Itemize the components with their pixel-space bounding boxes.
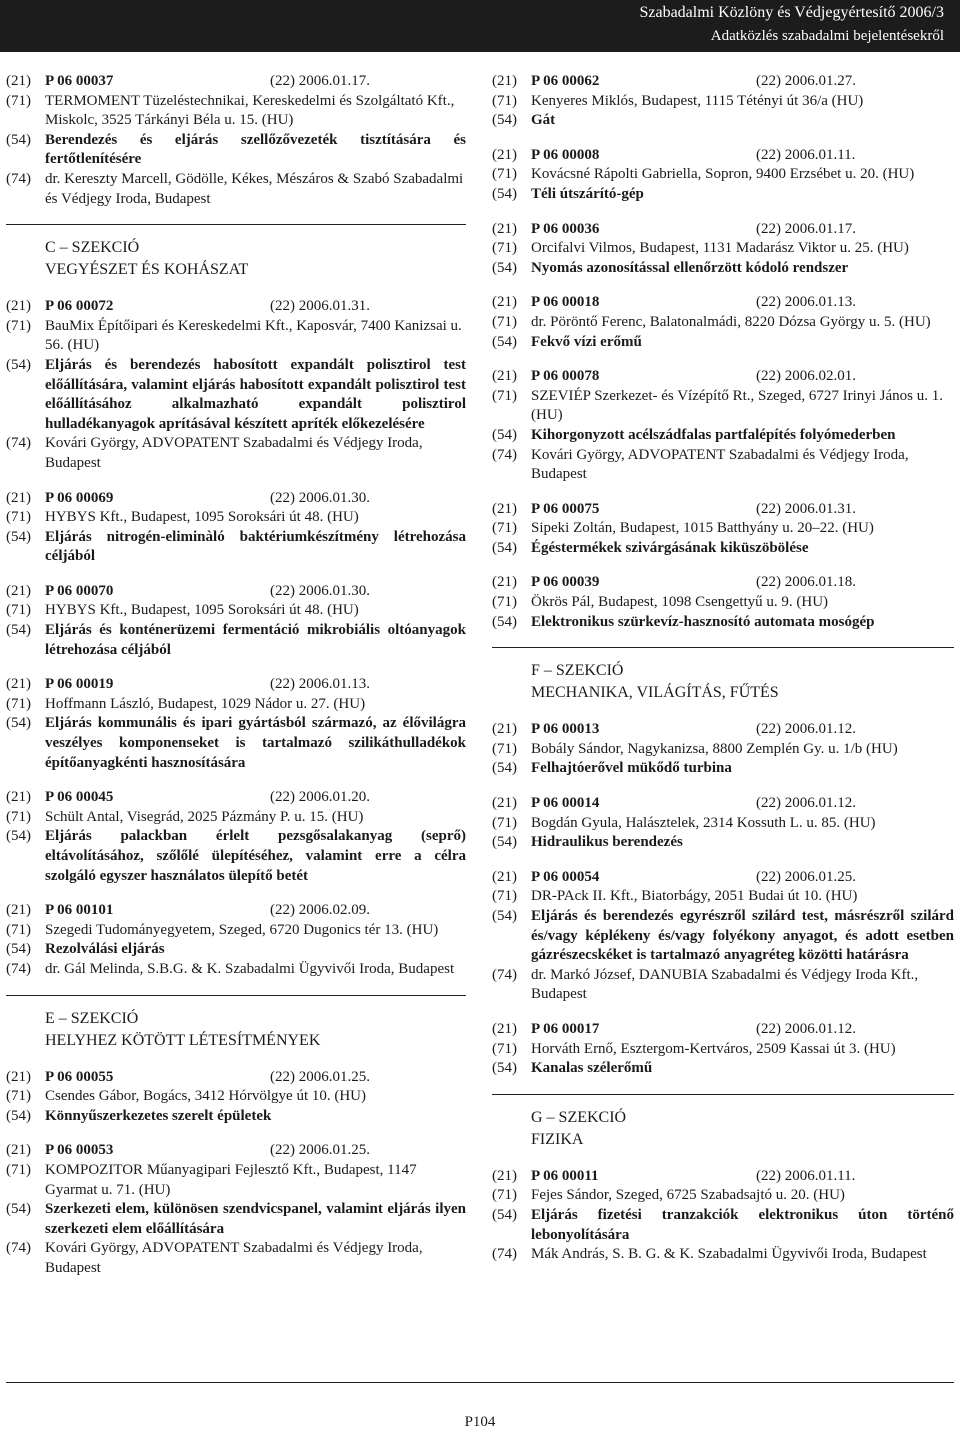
filing-date: (22) 2006.01.17. [270,73,370,89]
field-71-row [6,92,466,131]
application-number-line [45,788,466,808]
patent-entry [6,1141,466,1278]
inid-code-54: (54) [6,941,31,958]
invention-title: Eljárás nitrogén-eliminàló baktériumkészítmény létrehozása céljából [45,528,466,565]
field-71-row [492,1040,954,1060]
inid-code-21: (21) [6,73,31,89]
filing-date: (22) 2006.01.25. [756,868,856,885]
field-54-row [492,907,954,966]
patent-entry [492,573,954,632]
filing-date: (22) 2006.01.31. [756,500,856,517]
field-74-row [492,446,954,485]
inid-code-71: (71) [492,520,517,537]
inid-code-21: (21) [492,795,517,812]
inid-code-21: (21) [492,294,517,311]
application-number-line [45,901,466,921]
patent-entry [492,1020,954,1079]
field-71-row [6,601,466,621]
inid-code-71: (71) [6,602,31,619]
inid-code-21: (21) [492,868,517,885]
patent-entry [6,1068,466,1127]
applicant: Kovácsné Rápolti Gabriella, Sopron, 9400 Erzsébet u. 20. (HU) [531,166,915,183]
application-number-line [45,489,466,509]
field-21-row [6,582,466,602]
application-number: P 06 00013 [531,721,600,738]
field-21-row [492,146,954,166]
inid-code-21: (21) [492,220,517,237]
patent-entry [492,794,954,853]
field-21-row [492,720,954,740]
agent: dr. Markó József, DANUBIA Szabadalmi és Védjegy Iroda Kft., Budapest [531,966,919,1003]
inid-code-54: (54) [492,539,517,556]
field-71-row [492,239,954,259]
invention-title: Hidraulikus berendezés [531,834,683,851]
application-number-line [45,297,466,317]
section-heading [492,1094,954,1151]
application-number: P 06 00101 [45,902,114,919]
page-header [0,0,960,52]
application-number: P 06 00078 [531,368,600,385]
left-column [6,72,466,1294]
filing-date: (22) 2006.01.11. [756,1167,856,1184]
inid-code-71: (71) [6,1088,31,1105]
patent-entry [492,220,954,279]
inid-code-54: (54) [6,356,31,373]
application-number: P 06 00054 [531,868,600,885]
section-heading [6,224,466,281]
filing-date: (22) 2006.01.12. [756,1020,856,1037]
field-71-row [492,387,954,426]
field-21-row [6,297,466,317]
inid-code-54: (54) [492,185,517,202]
application-number: P 06 00018 [531,294,600,311]
field-74-row [492,966,954,1005]
invention-title: Elektronikus szürkevíz-hasznosító automata mosógép [531,613,875,630]
application-number: P 06 00045 [45,789,114,806]
agent: dr. Kereszty Marcell, Gödölle, Kékes, Mészáros & Szabó Szabadalmi és Védjegy Iroda, Budapest [45,170,464,207]
filing-date: (22) 2006.01.25. [270,1142,370,1159]
patent-entry [492,500,954,559]
inid-code-21: (21) [6,789,31,806]
applicant: DR-PAck II. Kft., Biatorbágy, 2051 Budai út 10. (HU) [531,888,858,905]
applicant: HYBYS Kft., Budapest, 1095 Soroksári út 48. (HU) [45,602,359,619]
section-name: E – SZEKCIÓ [45,1009,139,1027]
section-heading-inner [492,660,954,704]
invention-title: Eljárás fizetési tranzakciók elektronikus úton történő lebonyolítására [531,1206,954,1243]
inid-code-54: (54) [6,622,31,639]
inid-code-21: (21) [492,146,517,163]
inid-code-21: (21) [6,1142,31,1159]
application-number-line [531,1167,954,1187]
field-71-row [492,814,954,834]
field-21-row [492,72,954,92]
invention-title: Eljárás palackban érlelt pezsgősalakanyag (seprő) eltávolításához, szőlőlé ülepítéséhez, valamint erre a célra szolgáló egyszer használatos ülepítő betét [45,828,466,884]
filing-date: (22) 2006.01.13. [756,294,856,311]
application-number: P 06 00053 [45,1142,114,1159]
applicant: Csendes Gábor, Bogács, 3412 Hórvölgye út 10. (HU) [45,1088,367,1105]
section-description: FIZIKA [531,1130,584,1148]
application-number-line [45,72,466,92]
applicant: Bogdán Gyula, Halásztelek, 2314 Kossuth L. u. 85. (HU) [531,814,876,831]
inid-code-54: (54) [492,112,517,129]
field-71-row [492,519,954,539]
inid-code-21: (21) [6,582,31,599]
inid-code-74: (74) [492,1246,517,1263]
inid-code-54: (54) [492,1060,517,1077]
applicant: Sipeki Zoltán, Budapest, 1015 Batthyány u. 20–22. (HU) [531,520,874,537]
invention-title: Eljárás és berendezés egyrészről szilárd test, másrészről szilárd és/vagy képlékeny és/vagy folyékony anyagot, és adott esetben gázrészecskéket is tartalmazó anyagréteg közötti határásra [531,908,954,964]
agent: Kovári György, ADVOPATENT Szabadalmi és Védjegy Iroda, Budapest [531,446,909,483]
field-54-row [6,528,466,567]
application-number-line [45,582,466,602]
section-description: HELYHEZ KÖTÖTT LÉTESÍTMÉNYEK [45,1031,321,1049]
field-71-row [492,165,954,185]
inid-code-54: (54) [492,613,517,630]
field-54-row [492,613,954,633]
inid-code-71: (71) [492,594,517,611]
application-number: P 06 00037 [45,73,114,89]
field-21-row [6,489,466,509]
field-71-row [492,313,954,333]
application-number-line [531,146,954,166]
filing-date: (22) 2006.01.18. [756,574,856,591]
filing-date: (22) 2006.02.09. [270,902,370,919]
filing-date: (22) 2006.01.30. [270,582,370,599]
invention-title: Eljárás és konténerüzemi fermentáció mikrobiális oltóanyagok létrehozása céljából [45,622,466,658]
inid-code-21: (21) [6,902,31,919]
field-71-row [6,508,466,528]
inid-code-21: (21) [492,1020,517,1037]
applicant: BauMix Építőipari és Kereskedelmi Kft., Kaposvár, 7400 Kanizsai u. 56. (HU) [45,317,462,354]
application-number-line [45,675,466,695]
invention-title: Rezolválási eljárás [45,941,165,958]
filing-date: (22) 2006.01.25. [270,1068,370,1085]
inid-code-54: (54) [492,1206,517,1223]
application-number: P 06 00070 [45,582,114,599]
applicant: dr. Pöröntő Ferenc, Balatonalmádi, 8220 Dózsa György u. 5. (HU) [531,313,931,330]
inid-code-71: (71) [492,387,517,404]
applicant: Kenyeres Miklós, Budapest, 1115 Tétényi út 36/a (HU) [531,92,864,109]
patent-entry [6,72,466,209]
patent-entry [6,788,466,886]
application-number-line [531,72,954,92]
inid-code-71: (71) [6,695,31,712]
inid-code-71: (71) [492,888,517,905]
page-number: P104 [464,1414,496,1430]
application-number-line [531,720,954,740]
inid-code-74: (74) [6,435,31,452]
field-54-row [6,131,466,170]
field-74-row [6,170,466,209]
application-number: P 06 00017 [531,1020,600,1037]
field-21-row [492,293,954,313]
application-number-line [531,573,954,593]
section-subtitle: Adatközlés szabadalmi bejelentésekről [710,28,944,44]
inid-code-71: (71) [492,1187,517,1204]
field-21-row [6,72,466,92]
application-number-line [531,794,954,814]
inid-code-21: (21) [492,500,517,517]
field-71-row [492,1186,954,1206]
field-21-row [492,794,954,814]
section-description: VEGYÉSZET ÉS KOHÁSZAT [45,261,249,279]
field-74-row [6,960,466,980]
inid-code-71: (71) [6,92,31,109]
inid-code-54: (54) [492,908,517,924]
inid-code-74: (74) [6,1240,31,1257]
inid-code-21: (21) [6,676,31,693]
field-74-row [492,1245,954,1265]
section-heading [6,995,466,1052]
inid-code-54: (54) [6,528,31,545]
inid-code-21: (21) [492,1167,517,1184]
patent-entry [492,293,954,352]
application-number-line [531,868,954,888]
field-21-row [492,573,954,593]
invention-title: Eljárás és berendezés habosított expandált polisztirol test előállítására, valamint eljárás habosított expandált polisztirol test előállításához alkalmazható expandált polisztirol hulladékanyagok aprításával készített apríték előkezelésére [45,356,466,432]
applicant: Hoffmann László, Budapest, 1029 Nádor u. 27. (HU) [45,695,366,712]
patent-entry [6,901,466,979]
invention-title: Kanalas szélerőmű [531,1060,653,1077]
filing-date: (22) 2006.01.31. [270,298,370,315]
inid-code-71: (71) [6,317,31,334]
inid-code-21: (21) [492,721,517,738]
application-number: P 06 00069 [45,489,114,506]
application-number: P 06 00075 [531,500,600,517]
field-71-row [6,808,466,828]
inid-code-71: (71) [492,1040,517,1057]
section-heading-inner [492,1107,954,1151]
field-21-row [6,1068,466,1088]
inid-code-54: (54) [6,131,31,148]
inid-code-71: (71) [492,814,517,831]
inid-code-21: (21) [492,368,517,385]
inid-code-71: (71) [492,92,517,109]
field-74-row [6,434,466,473]
filing-date: (22) 2006.01.20. [270,789,370,806]
application-number-line [531,220,954,240]
field-54-row [492,1059,954,1079]
field-71-row [6,317,466,356]
invention-title: Szerkezeti elem, különösen szendvicspanel, valamint eljárás ilyen szerkezeti elem előállítására [45,1201,466,1237]
field-71-row [6,695,466,715]
inid-code-21: (21) [492,574,517,591]
applicant: Horváth Ernő, Esztergom-Kertváros, 2509 Kassai út 3. (HU) [531,1040,896,1057]
patent-entry [6,489,466,567]
patent-entry [6,675,466,773]
inid-code-71: (71) [492,313,517,330]
inid-code-54: (54) [6,828,31,845]
agent: Mák András, S. B. G. & K. Szabadalmi Ügyvivői Iroda, Budapest [531,1246,927,1263]
patent-entry [6,582,466,660]
filing-date: (22) 2006.01.30. [270,489,370,506]
application-number: P 06 00062 [531,73,600,89]
field-54-row [492,111,954,131]
field-54-row [492,185,954,205]
applicant: HYBYS Kft., Budapest, 1095 Soroksári út 48. (HU) [45,509,359,526]
application-number-line [531,367,954,387]
inid-code-21: (21) [6,489,31,506]
agent: Kovári György, ADVOPATENT Szabadalmi és Védjegy Iroda, Budapest [45,1240,423,1276]
field-71-row [492,740,954,760]
inid-code-54: (54) [492,760,517,777]
section-heading-inner [6,237,466,281]
applicant: Szegedi Tudományegyetem, Szeged, 6720 Dugonics tér 13. (HU) [45,921,439,938]
inid-code-71: (71) [492,166,517,183]
inid-code-74: (74) [6,960,31,977]
applicant: Orcifalvi Vilmos, Budapest, 1131 Madarász Viktor u. 25. (HU) [531,240,909,257]
filing-date: (22) 2006.01.13. [270,676,370,693]
field-71-row [492,593,954,613]
invention-title: Kihorgonyzott acélszádfalas partfalépítés folyómederben [531,426,896,443]
field-71-row [6,921,466,941]
journal-title: Szabadalmi Közlöny és Védjegyértesítő 2006/3 [639,4,944,21]
filing-date: (22) 2006.01.27. [756,73,856,89]
patent-entry [492,1167,954,1265]
field-54-row [492,259,954,279]
right-column [492,72,954,1280]
invention-title: Berendezés és eljárás szellőzővezeték tisztítására és fertőtlenítésére [45,131,466,168]
inid-code-71: (71) [492,740,517,757]
filing-date: (22) 2006.01.12. [756,795,856,812]
application-number: P 06 00014 [531,795,600,812]
field-54-row [6,356,466,434]
field-21-row [492,868,954,888]
field-21-row [492,1020,954,1040]
inid-code-54: (54) [492,834,517,851]
invention-title: Gát [531,112,556,129]
patent-entry [6,297,466,473]
inid-code-71: (71) [6,921,31,938]
inid-code-71: (71) [6,1161,31,1178]
inid-code-54: (54) [492,426,517,443]
section-description: MECHANIKA, VILÁGÍTÁS, FŰTÉS [531,684,779,702]
field-54-row [6,1107,466,1127]
application-number-line [531,500,954,520]
agent: dr. Gál Melinda, S.B.G. & K. Szabadalmi Ügyvivői Iroda, Budapest [45,960,455,977]
field-71-row [6,1087,466,1107]
field-54-row [492,833,954,853]
field-54-row [6,714,466,773]
applicant: SZEVIÉP Szerkezet- és Vízépítő Rt., Szeged, 6727 Irinyi János u. 1. (HU) [531,387,944,424]
field-54-row [492,539,954,559]
field-21-row [6,901,466,921]
inid-code-21: (21) [492,73,517,89]
applicant: Schült Antal, Visegrád, 2025 Pázmány P. u. 15. (HU) [45,808,364,825]
field-74-row [6,1239,466,1278]
patent-entry [492,146,954,205]
filing-date: (22) 2006.01.17. [756,220,856,237]
patent-entry [492,720,954,779]
inid-code-54: (54) [6,1107,31,1124]
inid-code-21: (21) [6,298,31,315]
application-number: P 06 00008 [531,146,600,163]
inid-code-54: (54) [6,715,31,732]
inid-code-21: (21) [6,1068,31,1085]
field-71-row [492,92,954,112]
inid-code-74: (74) [492,446,517,463]
inid-code-71: (71) [6,509,31,526]
field-21-row [6,1141,466,1161]
invention-title: Égéstermékek szivárgásának kiküszöbölése [531,539,809,556]
field-54-row [6,621,466,660]
applicant: Fejes Sándor, Szeged, 6725 Szabadsajtó u. 20. (HU) [531,1187,845,1204]
field-54-row [492,333,954,353]
field-54-row [6,940,466,960]
application-number-line [531,293,954,313]
field-21-row [492,1167,954,1187]
applicant: Ökrös Pál, Budapest, 1098 Csengettyű u. 9. (HU) [531,594,829,611]
field-54-row [492,1206,954,1245]
field-21-row [6,788,466,808]
field-21-row [492,220,954,240]
inid-code-54: (54) [492,333,517,350]
applicant: TERMOMENT Tüzeléstechnikai, Kereskedelmi és Szolgáltató Kft., Miskolc, 3525 Tárkányi Béla u. 15. (HU) [45,92,455,129]
section-name: C – SZEKCIÓ [45,239,140,257]
invention-title: Téli útszárító-gép [531,185,644,202]
field-71-row [492,887,954,907]
patent-entry [492,367,954,485]
application-number: P 06 00039 [531,574,600,591]
applicant: Bobály Sándor, Nagykanizsa, 8800 Zemplén Gy. u. 1/b (HU) [531,740,898,757]
application-number: P 06 00019 [45,676,114,693]
field-54-row [492,426,954,446]
filing-date: (22) 2006.02.01. [756,368,856,385]
filing-date: (22) 2006.01.11. [756,146,856,163]
patent-entry [492,868,954,1005]
field-54-row [6,1200,466,1239]
application-number-line [45,1141,466,1161]
invention-title: Eljárás kommunális és ipari gyártásból származó, az élővilágra veszélyes komponenseket is tartalmazó szilikáthulladékok építőanyagkénti hasznosítására [45,715,466,771]
field-21-row [6,675,466,695]
inid-code-71: (71) [492,240,517,257]
section-heading [492,647,954,704]
filing-date: (22) 2006.01.12. [756,721,856,738]
inid-code-74: (74) [6,170,31,187]
invention-title: Felhajtóerővel mükődő turbina [531,760,732,777]
section-name: F – SZEKCIÓ [531,662,624,680]
application-number: P 06 00072 [45,298,114,315]
inid-code-54: (54) [6,1201,31,1218]
invention-title: Fekvő vízi erőmű [531,333,642,350]
application-number: P 06 00055 [45,1068,114,1085]
section-heading-inner [6,1008,466,1052]
field-21-row [492,367,954,387]
bottom-rule [6,1382,954,1383]
inid-code-54: (54) [492,259,517,276]
inid-code-74: (74) [492,966,517,983]
application-number-line [45,1068,466,1088]
field-71-row [6,1161,466,1200]
inid-code-71: (71) [6,808,31,825]
application-number-line [531,1020,954,1040]
application-number: P 06 00011 [531,1167,599,1184]
field-54-row [492,759,954,779]
application-number: P 06 00036 [531,220,600,237]
invention-title: Könnyűszerkezetes szerelt épületek [45,1107,272,1124]
patent-entry [492,72,954,131]
agent: Kovári György, ADVOPATENT Szabadalmi és Védjegy Iroda, Budapest [45,435,423,471]
applicant: KOMPOZITOR Műanyagipari Fejlesztő Kft., Budapest, 1147 Gyarmat u. 71. (HU) [45,1161,417,1198]
invention-title: Nyomás azonosítással ellenőrzött kódoló rendszer [531,259,849,276]
field-21-row [492,500,954,520]
section-name: G – SZEKCIÓ [531,1108,627,1126]
field-54-row [6,827,466,886]
